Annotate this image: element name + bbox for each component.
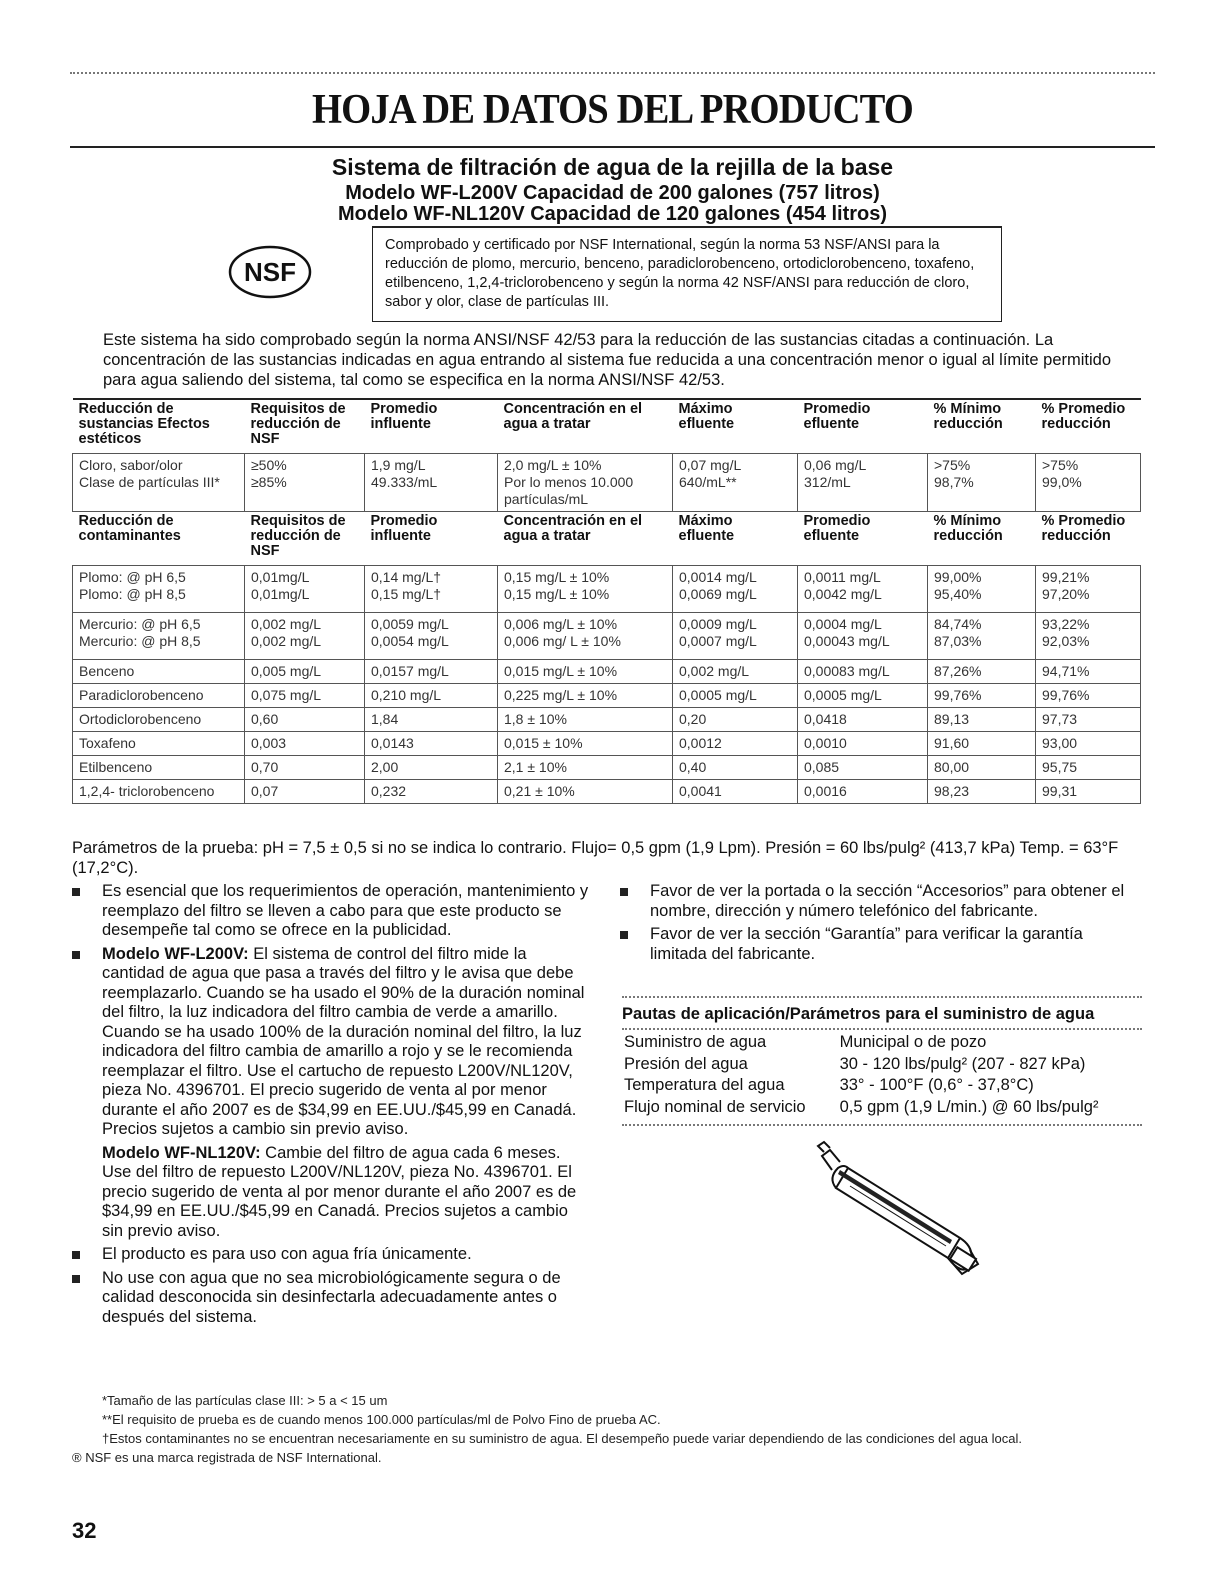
table-row xyxy=(73,613,1141,660)
table-cell: 98,23 xyxy=(928,780,1036,804)
footnote-1: *Tamaño de las partículas clase III: > 5 a < 15 um xyxy=(102,1393,388,1408)
table-row xyxy=(622,1032,1142,1054)
column-header: Reducción de contaminantes xyxy=(78,513,181,544)
table-cell: 0,002 mg/L 0,002 mg/L xyxy=(245,613,365,660)
table-cell: >75% 99,0% xyxy=(1036,454,1141,512)
column-header: % Promedio reducción xyxy=(1041,513,1126,544)
column-header: Promedio influente xyxy=(365,399,498,454)
pautas-value: 30 - 120 lbs/pulg² (207 - 827 kPa) xyxy=(839,1054,1086,1073)
table-cell: Toxafeno xyxy=(73,732,245,756)
table-cell: 0,60 xyxy=(245,708,365,732)
table-cell: 0,07 xyxy=(245,780,365,804)
table-cell: Paradiclorobenceno xyxy=(73,684,245,708)
table-cell: 0,15 mg/L ± 10% 0,15 mg/L ± 10% xyxy=(498,566,673,613)
model-line-1: Modelo WF-L200V Capacidad de 200 galones (757 litros) xyxy=(345,182,880,204)
table-cell: 0,01mg/L 0,01mg/L xyxy=(245,566,365,613)
list-item: No use con agua que no sea microbiológicamente segura o de calidad desconocida sin desinfectarla adecuadamente antes o después del sistema. xyxy=(72,1269,592,1328)
pautas-mid-rule xyxy=(622,1028,1142,1030)
pautas-top-rule xyxy=(622,996,1142,998)
table-cell: 0,20 xyxy=(673,708,798,732)
table-cell: 99,21% 97,20% xyxy=(1036,566,1141,613)
table-cell: 93,22% 92,03% xyxy=(1036,613,1141,660)
table-cell: 80,00 xyxy=(928,756,1036,780)
table-cell: 0,0418 xyxy=(798,708,928,732)
table-cell: 0,075 mg/L xyxy=(245,684,365,708)
table-cell: 0,0010 xyxy=(798,732,928,756)
table-cell: Benceno xyxy=(73,660,245,684)
table-cell: 99,76% xyxy=(928,684,1036,708)
table-cell: 0,06 mg/L 312/mL xyxy=(798,454,928,512)
table-row xyxy=(73,660,1141,684)
table-cell: 0,0041 xyxy=(673,780,798,804)
table-cell: 0,225 mg/L ± 10% xyxy=(498,684,673,708)
title-rule xyxy=(70,146,1155,148)
column-header: % Promedio reducción xyxy=(1036,399,1141,454)
table-cell: 95,75 xyxy=(1036,756,1141,780)
table-cell: 99,76% xyxy=(1036,684,1141,708)
list-item: Favor de ver la portada o la sección “Accesorios” para obtener el nombre, dirección y número telefónico del fabricante. xyxy=(620,882,1140,921)
table-cell: 0,0004 mg/L 0,00043 mg/L xyxy=(798,613,928,660)
model-line-2: Modelo WF-NL120V Capacidad de 120 galones (454 litros) xyxy=(337,203,888,225)
left-bullet-list xyxy=(72,882,592,1331)
table-cell: ≥50% ≥85% xyxy=(245,454,365,512)
table-cell: 0,0014 mg/L 0,0069 mg/L xyxy=(673,566,798,613)
table-cell: 1,84 xyxy=(365,708,498,732)
column-header: Concentración en el agua a tratar xyxy=(498,399,673,454)
list-item: El producto es para uso con agua fría únicamente. xyxy=(72,1245,592,1265)
table-row xyxy=(73,708,1141,732)
page-title: HOJA DE DATOS DEL PRODUCTO xyxy=(312,87,913,133)
pautas-value: 0,5 gpm (1,9 L/min.) @ 60 lbs/pulg² xyxy=(839,1097,1099,1116)
table-cell: 0,14 mg/L† 0,15 mg/L† xyxy=(365,566,498,613)
table-cell: 99,00% 95,40% xyxy=(928,566,1036,613)
intro-paragraph: Este sistema ha sido comprobado según la norma ANSI/NSF 42/53 para la reducción de las sustancias citadas a continuación. La concentración de las sustancias indicadas en agua entrando al sistema fue reducida a una concentración menor o igual al límite permitido para agua saliendo del sistema, tal como se especifica en la norma ANSI/NSF 42/53. xyxy=(103,331,1112,389)
table-row xyxy=(73,566,1141,613)
table-cell: 0,0005 mg/L xyxy=(798,684,928,708)
column-header: Requisitos de reducción de NSF xyxy=(250,513,346,559)
table-cell: 0,40 xyxy=(673,756,798,780)
list-item-continuation: Modelo WF-NL120V: Cambie del filtro de agua cada 6 meses. Use del filtro de repuesto L200V/NL120V, pieza No. 4396701. El precio sugerido de venta al por menor durante el año 2007 es de $34,99 en EE.UU./$45,99 en Canadá. Precios sujetos a cambio sin previo aviso. xyxy=(102,1143,577,1240)
column-header: Máximo efluente xyxy=(673,399,798,454)
column-header: Reducción de sustancias Efectos estéticos xyxy=(73,399,245,454)
table-row xyxy=(622,1075,1142,1097)
footnote-2: **El requisito de prueba es de cuando menos 100.000 partículas/ml de Polvo Fino de prueba AC. xyxy=(102,1412,661,1427)
column-header: Requisitos de reducción de NSF xyxy=(245,399,365,454)
table-cell: 0,0011 mg/L 0,0042 mg/L xyxy=(798,566,928,613)
table-cell: Mercurio: @ pH 6,5 Mercurio: @ pH 8,5 xyxy=(73,613,245,660)
list-item: Favor de ver la sección “Garantía” para verificar la garantía limitada del fabricante. xyxy=(620,925,1140,964)
column-header: % Mínimo reducción xyxy=(933,513,1003,544)
table-cell: 0,002 mg/L xyxy=(673,660,798,684)
aesthetic-header-row xyxy=(73,399,1141,454)
table-cell: Plomo: @ pH 6,5 Plomo: @ pH 8,5 xyxy=(73,566,245,613)
table-cell: 0,0157 mg/L xyxy=(365,660,498,684)
footnotes xyxy=(72,1393,1147,1469)
table-row xyxy=(73,454,1141,512)
table-cell: 2,1 ± 10% xyxy=(498,756,673,780)
footnote-4: ® NSF es una marca registrada de NSF International. xyxy=(72,1450,382,1465)
pautas-label: Presión del agua xyxy=(624,1054,748,1073)
right-bullet-list xyxy=(620,882,1140,968)
nsf-certification-box: Comprobado y certificado por NSF International, según la norma 53 NSF/ANSI para la reducción de plomo, mercurio, benceno, paradiclorobenceno, ortodiclorobenceno, toxafeno, etilbenceno, 1,2,4-triclorobenceno y según la norma 42 NSF/ANSI para reducción de cloro, sabor y olor, clase de partículas III. xyxy=(372,226,1002,322)
table-cell: 0,21 ± 10% xyxy=(498,780,673,804)
table-cell: 89,13 xyxy=(928,708,1036,732)
pautas-label: Suministro de agua xyxy=(624,1033,767,1051)
pautas-value: 33° - 100°F (0,6° - 37,8°C) xyxy=(839,1076,1034,1094)
table-cell: 1,9 mg/L 49.333/mL xyxy=(365,454,498,512)
table-cell: 0,005 mg/L xyxy=(245,660,365,684)
table-cell: 0,0016 xyxy=(798,780,928,804)
pautas-title: Pautas de aplicación/Parámetros para el suministro de agua xyxy=(622,1005,1095,1023)
list-item: Es esencial que los requerimientos de operación, mantenimiento y reemplazo del filtro se lleven a cabo para que este producto se desempeñe tal como se ofrece en la publicidad. xyxy=(72,882,592,941)
table-cell: 0,07 mg/L 640/mL** xyxy=(673,454,798,512)
table-cell: 0,232 xyxy=(365,780,498,804)
page-number: 32 xyxy=(72,1518,97,1543)
table-cell: 0,003 xyxy=(245,732,365,756)
table-cell: 0,0059 mg/L 0,0054 mg/L xyxy=(365,613,498,660)
contaminant-header-row xyxy=(73,512,1141,566)
table-row xyxy=(73,780,1141,804)
table-cell: 1,8 ± 10% xyxy=(498,708,673,732)
table-row xyxy=(73,684,1141,708)
table-row xyxy=(73,756,1141,780)
table-cell: 0,0005 mg/L xyxy=(673,684,798,708)
product-subtitle: Sistema de filtración de agua de la rejilla de la base xyxy=(331,154,894,180)
column-header: Promedio influente xyxy=(370,513,438,544)
pautas-label: Temperatura del agua xyxy=(624,1076,785,1094)
nsf-logo-text: NSF xyxy=(244,257,296,287)
pautas-bottom-rule xyxy=(622,1124,1142,1126)
column-header: Promedio efluente xyxy=(803,513,871,544)
table-row xyxy=(622,1097,1142,1119)
list-item: Modelo WF-L200V: El sistema de control del filtro mide la cantidad de agua que pasa a través del filtro y le avisa que debe reemplazarlo. Cuando se ha usado el 90% de la duración nominal del filtro, la luz indicadora del filtro cambia de verde a amarillo. Cuando se ha usado 100% de la duración nominal del filtro, la luz indicadora del filtro cambia de amarillo a rojo y se le recomienda reemplazar el filtro. Use el cartucho de repuesto L200V/NL120V, pieza No. 4396701. El precio sugerido de venta al por menor durante el año 2007 es de $34,99 en EE.UU./$45,99 en Canadá. Precios sujetos a cambio sin previo aviso. xyxy=(72,945,592,1140)
table-cell: 0,0143 xyxy=(365,732,498,756)
pautas-table xyxy=(622,1032,1142,1118)
top-dotted-rule xyxy=(70,72,1155,74)
contaminant-table-header xyxy=(73,512,1141,566)
table-row xyxy=(622,1054,1142,1076)
table-cell: 91,60 xyxy=(928,732,1036,756)
table-cell: 84,74% 87,03% xyxy=(928,613,1036,660)
table-cell: 0,00083 mg/L xyxy=(798,660,928,684)
table-cell: 2,0 mg/L ± 10% Por lo menos 10.000 partículas/mL xyxy=(498,454,673,512)
table-cell: 0,0012 xyxy=(673,732,798,756)
pautas-label: Flujo nominal de servicio xyxy=(624,1097,806,1116)
table-cell: 0,015 ± 10% xyxy=(498,732,673,756)
table-cell: 0,210 mg/L xyxy=(365,684,498,708)
column-header: Promedio efluente xyxy=(798,399,928,454)
contaminant-table-body xyxy=(73,566,1141,804)
table-row xyxy=(73,732,1141,756)
column-header: Máximo efluente xyxy=(678,513,735,544)
footnote-3: †Estos contaminantes no se encuentran necesariamente en su suministro de agua. El desempeño puede variar dependiendo de las condiciones del agua local. xyxy=(102,1431,1022,1446)
table-cell: 1,2,4- triclorobenceno xyxy=(73,780,245,804)
table-cell: 0,015 mg/L ± 10% xyxy=(498,660,673,684)
column-header: % Mínimo reducción xyxy=(928,399,1036,454)
test-parameters: Parámetros de la prueba: pH = 7,5 ± 0,5 si no se indica lo contrario. Flujo= 0,5 gpm (1,9 Lpm). Presión = 60 lbs/pulg² (413,7 kPa) Temp. = 63°F (17,2°C). xyxy=(72,839,1119,877)
filter-cartridge-illustration xyxy=(810,1140,985,1280)
table-cell: 0,006 mg/L ± 10% 0,006 mg/ L ± 10% xyxy=(498,613,673,660)
table-cell: 0,085 xyxy=(798,756,928,780)
aesthetic-table-body xyxy=(73,454,1141,512)
reduction-table xyxy=(72,398,1141,804)
table-cell: Etilbenceno xyxy=(73,756,245,780)
table-cell: 94,71% xyxy=(1036,660,1141,684)
table-cell: Ortodiclorobenceno xyxy=(73,708,245,732)
table-cell: 2,00 xyxy=(365,756,498,780)
table-cell: 87,26% xyxy=(928,660,1036,684)
table-cell: 99,31 xyxy=(1036,780,1141,804)
column-header: Concentración en el agua a tratar xyxy=(503,513,643,544)
table-cell: 97,73 xyxy=(1036,708,1141,732)
pautas-value: Municipal o de pozo xyxy=(839,1033,987,1051)
table-cell: Cloro, sabor/olor Clase de partículas III* xyxy=(73,454,245,512)
table-cell: 0,70 xyxy=(245,756,365,780)
table-cell: 0,0009 mg/L 0,0007 mg/L xyxy=(673,613,798,660)
aesthetic-table-header xyxy=(73,399,1141,454)
table-cell: >75% 98,7% xyxy=(928,454,1036,512)
table-cell: 93,00 xyxy=(1036,732,1141,756)
nsf-logo xyxy=(227,245,313,299)
